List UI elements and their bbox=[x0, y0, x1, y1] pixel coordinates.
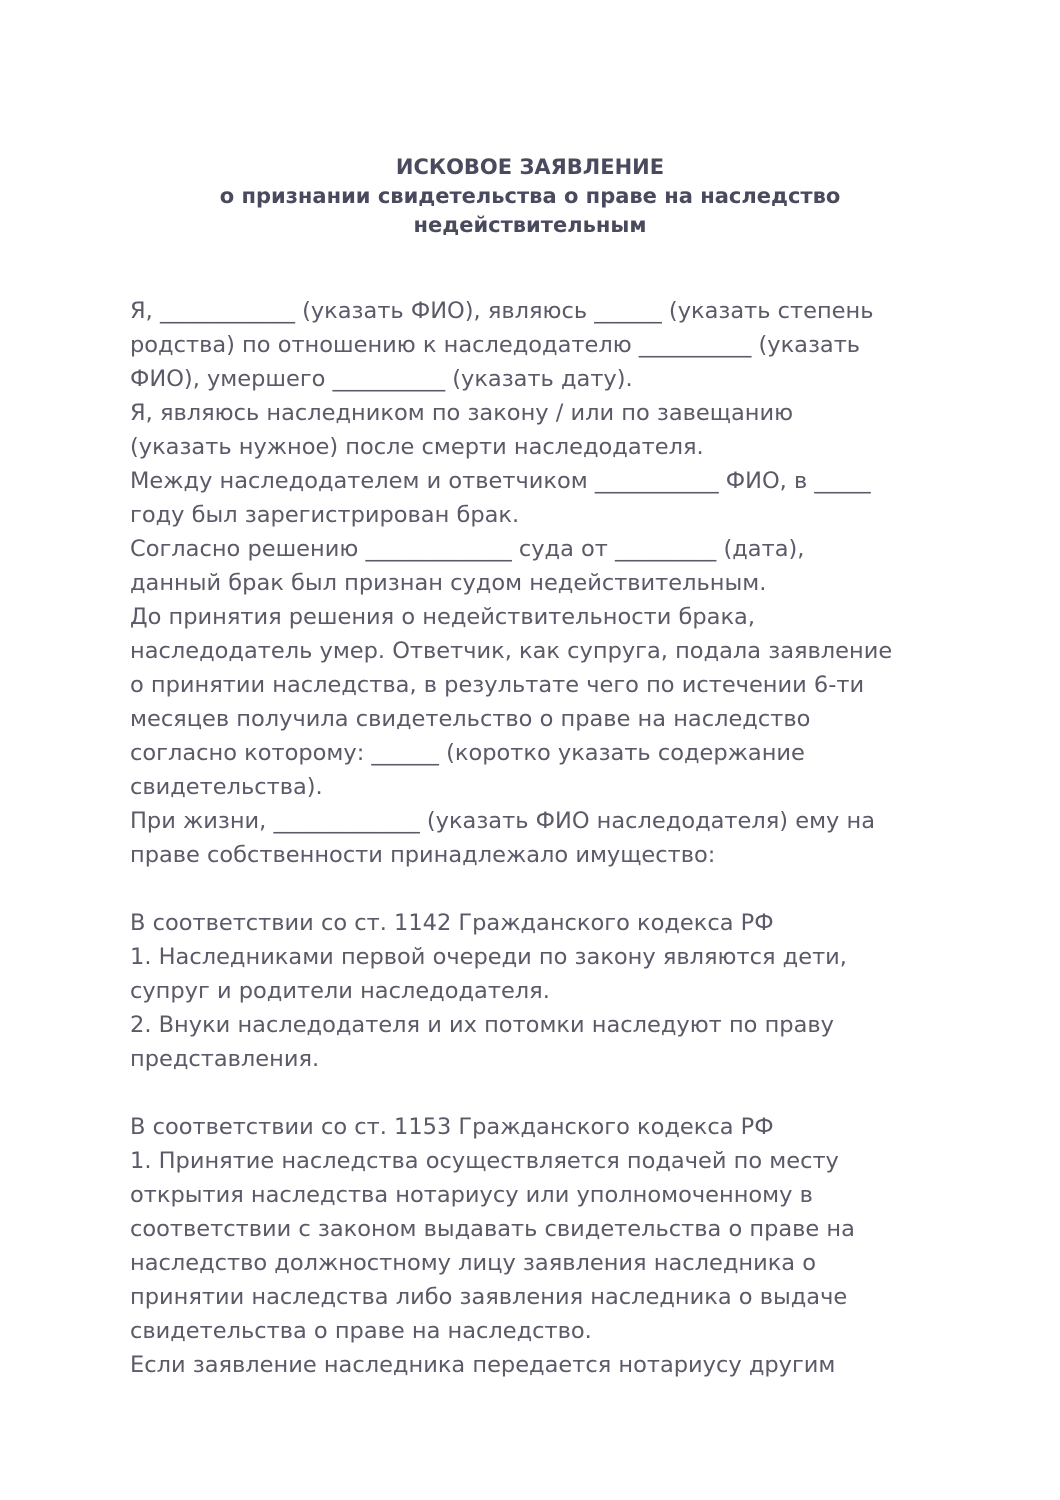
body-line: родства) по отношению к наследодателю __________ (указать bbox=[130, 332, 861, 358]
body-line: согласно которому: ______ (коротко указать содержание bbox=[130, 740, 805, 766]
body-line: году был зарегистрирован брак. bbox=[130, 502, 520, 528]
body-line: представления. bbox=[130, 1046, 320, 1072]
body-line: Между наследодателем и ответчиком ___________ ФИО, в _____ bbox=[130, 468, 871, 494]
body-line: принятии наследства либо заявления наследника о выдаче bbox=[130, 1284, 848, 1310]
document-subtitle-line-2: недействительным bbox=[413, 213, 647, 237]
document-header bbox=[0, 153, 1060, 240]
body-line: наследодатель умер. Ответчик, как супруга, подала заявление bbox=[130, 638, 893, 664]
body-line: В соответствии со ст. 1142 Гражданского кодекса РФ bbox=[130, 910, 774, 936]
body-line: соответствии с законом выдавать свидетельства о праве на bbox=[130, 1216, 855, 1242]
body-line: открытия наследства нотариусу или уполномоченному в bbox=[130, 1182, 813, 1208]
body-line: До принятия решения о недействительности брака, bbox=[130, 604, 756, 630]
body-line: свидетельства о праве на наследство. bbox=[130, 1318, 592, 1344]
body-line: (указать нужное) после смерти наследодателя. bbox=[130, 434, 704, 460]
body-line: Если заявление наследника передается нотариусу другим bbox=[130, 1352, 836, 1378]
body-line: Я, являюсь наследником по закону / или по завещанию bbox=[130, 400, 794, 426]
document-subtitle-line-1: о признании свидетельства о праве на наследство bbox=[219, 184, 841, 208]
body-line: о принятии наследства, в результате чего по истечении 6-ти bbox=[130, 672, 865, 698]
body-line: свидетельства). bbox=[130, 774, 323, 800]
document-body bbox=[130, 294, 1010, 1382]
body-line: Согласно решению _____________ суда от _________ (дата), bbox=[130, 536, 805, 562]
body-line: В соответствии со ст. 1153 Гражданского кодекса РФ bbox=[130, 1114, 774, 1140]
body-line: данный брак был признан судом недействительным. bbox=[130, 570, 767, 596]
body-line: праве собственности принадлежало имущество: bbox=[130, 842, 716, 868]
body-line: супруг и родители наследодателя. bbox=[130, 978, 550, 1004]
body-line: 1. Принятие наследства осуществляется подачей по месту bbox=[130, 1148, 839, 1174]
blank-line bbox=[130, 872, 1010, 906]
body-line: 1. Наследниками первой очереди по закону являются дети, bbox=[130, 944, 847, 970]
body-line: 2. Внуки наследодателя и их потомки наследуют по праву bbox=[130, 1012, 834, 1038]
document-title: ИСКОВОЕ ЗАЯВЛЕНИЕ bbox=[395, 155, 665, 179]
body-line: При жизни, _____________ (указать ФИО наследодателя) ему на bbox=[130, 808, 876, 834]
body-line: наследство должностному лицу заявления наследника о bbox=[130, 1250, 817, 1276]
body-line: месяцев получила свидетельство о праве на наследство bbox=[130, 706, 811, 732]
blank-line bbox=[130, 1076, 1010, 1110]
body-line: ФИО), умершего __________ (указать дату). bbox=[130, 366, 633, 392]
body-line: Я, ____________ (указать ФИО), являюсь ______ (указать степень bbox=[130, 298, 874, 324]
